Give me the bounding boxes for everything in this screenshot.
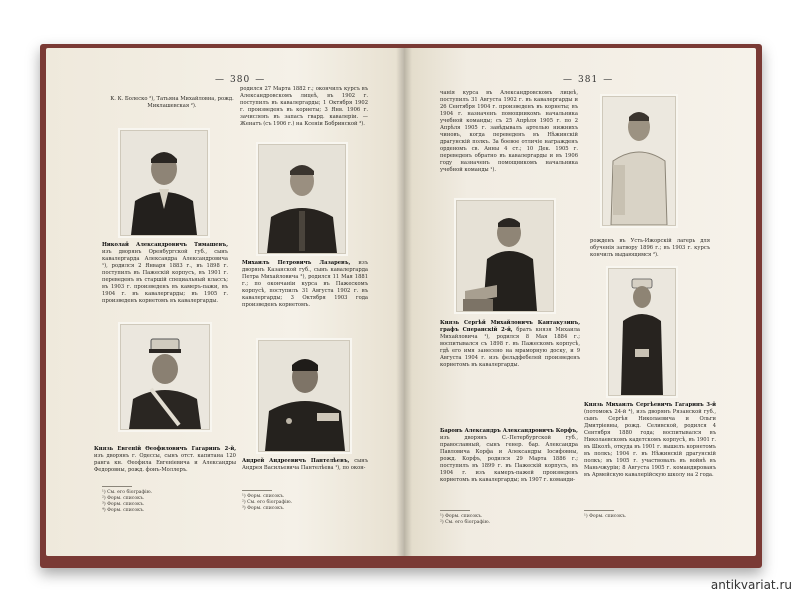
portrait-figure bbox=[603, 97, 675, 225]
portrait-photo-gagarin-3 bbox=[608, 268, 676, 396]
caption-name: Баронъ Александръ Александровичъ Корфъ, bbox=[440, 428, 578, 434]
portrait-figure bbox=[259, 341, 349, 451]
footnote: ³) Форм. списокъ. bbox=[102, 502, 145, 507]
portrait-figure bbox=[259, 145, 345, 253]
portrait-photo-gagarin-2 bbox=[120, 324, 210, 430]
right-top-right-text: рожденъ въ Усть-Ижорскій лагерь для обученія затвору 1896 г.; въ 1903 г. курсъ кончилъ выдающимся ²). bbox=[590, 238, 710, 258]
footnotes-left-b bbox=[242, 494, 362, 512]
footnote: ¹) См. его біографію. bbox=[102, 490, 153, 495]
footnotes-right-a bbox=[440, 514, 560, 526]
caption-lazarev bbox=[242, 260, 368, 309]
left-intro-text: К. К. Болеско ²), Татьяна Михайловна, рожд. Миклашевская ²). bbox=[110, 96, 234, 109]
caption-panteleev bbox=[242, 458, 368, 472]
footnote-rule bbox=[584, 510, 614, 511]
footnote: ²) См. его біографію. bbox=[242, 500, 293, 505]
right-page bbox=[404, 48, 756, 556]
caption-name: Князь Евгеній Өеофиловичъ Гагаринъ 2-й, bbox=[94, 446, 236, 452]
footnote: ¹) Форм. списокъ. bbox=[584, 514, 627, 519]
right-page-number: — 381 — bbox=[558, 75, 618, 85]
caption-text: изъ дворянъ С.-Петербургской губ., православный, сынъ генер. бар. Александра Павловича Корфа и Александры Іосифовны, рожд. Корфъ, родился 29 Марта 1886 г.; поступилъ въ 1899 г. въ Пажескій корпусъ, въ 1904 г. изъ камеръ-пажей произведенъ корнетомъ въ кавалергарды; въ 1907 г. команди- bbox=[440, 435, 578, 483]
portrait-figure bbox=[121, 325, 209, 429]
caption-name: Князь Михаилъ Сергѣевичъ Гагаринъ 3-й bbox=[584, 402, 716, 408]
book-gutter bbox=[396, 48, 412, 556]
footnote: ²) См. его біографію. bbox=[440, 520, 491, 525]
caption-name: Князь Сергѣй Михайловичъ Кантакузинъ, графъ Сперанскій 2-й, bbox=[440, 320, 580, 333]
footnote-rule bbox=[440, 510, 470, 511]
caption-name: Николай Александровичъ Тимашевъ, bbox=[102, 242, 228, 248]
portrait-photo-timashev bbox=[120, 130, 208, 236]
footnotes-left-a bbox=[102, 490, 222, 514]
caption-text: изъ дворянъ Оренбургской губ., сынъ кавалергарда Александра Александровича ¹), родился 2 Января 1883 г., въ 1898 г. поступилъ въ Пажескій корпусъ, въ 1901 г. переведенъ въ старшій специальный классъ; въ 1903 г. произведенъ въ камеръ-пажи, въ 1904 г. въ кавалергарды; въ 1905 г. произведенъ корнетомъ въ кавалергарды. bbox=[102, 249, 228, 304]
caption-name: Андрей Андреевичъ Пантелѣевъ, bbox=[242, 458, 350, 464]
caption-text: изъ дворянъ Казанской губ., сынъ кавалергарда Петра Михайловича ²), родился 11 Мая 1881 г.; по окончаніи курса въ Пажескомъ корпусѣ, поступилъ 31 Августа 1902 г. въ кавалергарды; 3 Октября 1903 года произведенъ корнетомъ. bbox=[242, 260, 368, 308]
left-page bbox=[46, 48, 404, 556]
caption-gagarin-3 bbox=[584, 402, 716, 479]
portrait-figure bbox=[121, 131, 207, 235]
footnote-rule bbox=[242, 490, 272, 491]
left-page-number: — 380 — bbox=[210, 75, 270, 85]
portrait-photo-gagarin-3-top bbox=[602, 96, 676, 226]
portrait-photo-kantakuzin bbox=[456, 200, 554, 312]
footnote: ³) Форм. списокъ. bbox=[242, 506, 285, 511]
caption-kantakuzin bbox=[440, 320, 580, 369]
footnote: ¹) Форм. списокъ. bbox=[242, 494, 285, 499]
caption-text: (потомокъ 24-й ⁴), изъ дворянъ Рязанской губ., сынъ Сергѣя Николаевича и Ольги Дмитріевны, рожд. Селивской, родился 4 Сентября 1880 года; воспитывался въ Николаевскомъ кадетскомъ корпусѣ, въ 1901 г. въ Школѣ, откуда въ 1901 г. вышелъ корнетомъ въ полкъ; 1904 г. въ Нѣжинскій драгунскій полкъ; въ 1905 г. участвовалъ въ войнѣ въ Маньчжуріи; 8 Августа 1905 г. командированъ въ Армейскую кавалерійскую школу на 2 года. bbox=[584, 409, 716, 478]
caption-name: Михаилъ Петровичъ Лазаревъ, bbox=[242, 260, 351, 266]
footnote: ¹) Форм. списокъ. bbox=[440, 514, 483, 519]
caption-gagarin-2 bbox=[94, 446, 236, 474]
portrait-photo-lazarev bbox=[258, 144, 346, 254]
caption-text: изъ дворянъ г. Одессы, сынъ отст. капитана 120 ранга кн. Өеофила Евгеніевича и Александры Федоровны, рожд. фонъ-Моллеръ. bbox=[94, 453, 236, 473]
left-top-right-text: родился 27 Марта 1882 г.; окончилъ курсъ въ Александровскомъ лицеѣ, въ 1902 г. поступилъ въ кавалергарды; 1 Октября 1902 г. произведенъ въ корнеты; 3 Янв. 1906 г. зачисленъ въ запасъ гвард. кавалеріи. — Женатъ (съ 1906 г.) на Ксеніи Бобринской ³). bbox=[240, 86, 368, 127]
caption-text: братъ князя Михаила Михайловича ¹), родился 8 Мая 1884 г.; воспитывался съ 1898 г. въ Пажескомъ корпусѣ, гдѣ его имя занесено на мраморную доску, и 9 Августа 1904 г. изъ фельдфебелей произведенъ корнетомъ въ кавалергарды. bbox=[440, 327, 580, 368]
footnote-rule bbox=[102, 486, 132, 487]
caption-timashev bbox=[102, 242, 228, 305]
portrait-figure bbox=[457, 201, 553, 311]
caption-korf bbox=[440, 428, 578, 484]
caption-text: сынъ Андрея Васильевича Пантелѣева ¹), по окон- bbox=[242, 458, 368, 471]
portrait-figure bbox=[609, 269, 675, 395]
portrait-photo-panteleev bbox=[258, 340, 350, 452]
footnote: ²) Форм. списокъ. bbox=[102, 496, 145, 501]
site-watermark: antikvariat.ru bbox=[710, 578, 792, 592]
right-top-left-text: чанія курса въ Александровскомъ лицеѣ, поступилъ 31 Августа 1902 г. въ кавалергарды и 26 Сентября 1904 г. произведенъ въ корнеты; въ 1904 г. назначенъ помощникомъ начальника учебной команды; съ 25 Апрѣля 1905 г. по 2 Апрѣля 1905 г. завѣдывалъ артелью нижнихъ чиновъ, когда переведенъ въ Нѣжинскій драгунскій полкъ. За боевое отличіе награжденъ орденомъ св. Анны 4 ст.; 10 Дек. 1905 г. переведенъ обратно въ кавалергарды и въ 1906 году назначенъ помощникомъ начальника учебной команды ¹). bbox=[440, 90, 578, 173]
footnotes-right-b bbox=[584, 514, 704, 520]
footnote: ⁴) Форм. списокъ. bbox=[102, 508, 145, 513]
